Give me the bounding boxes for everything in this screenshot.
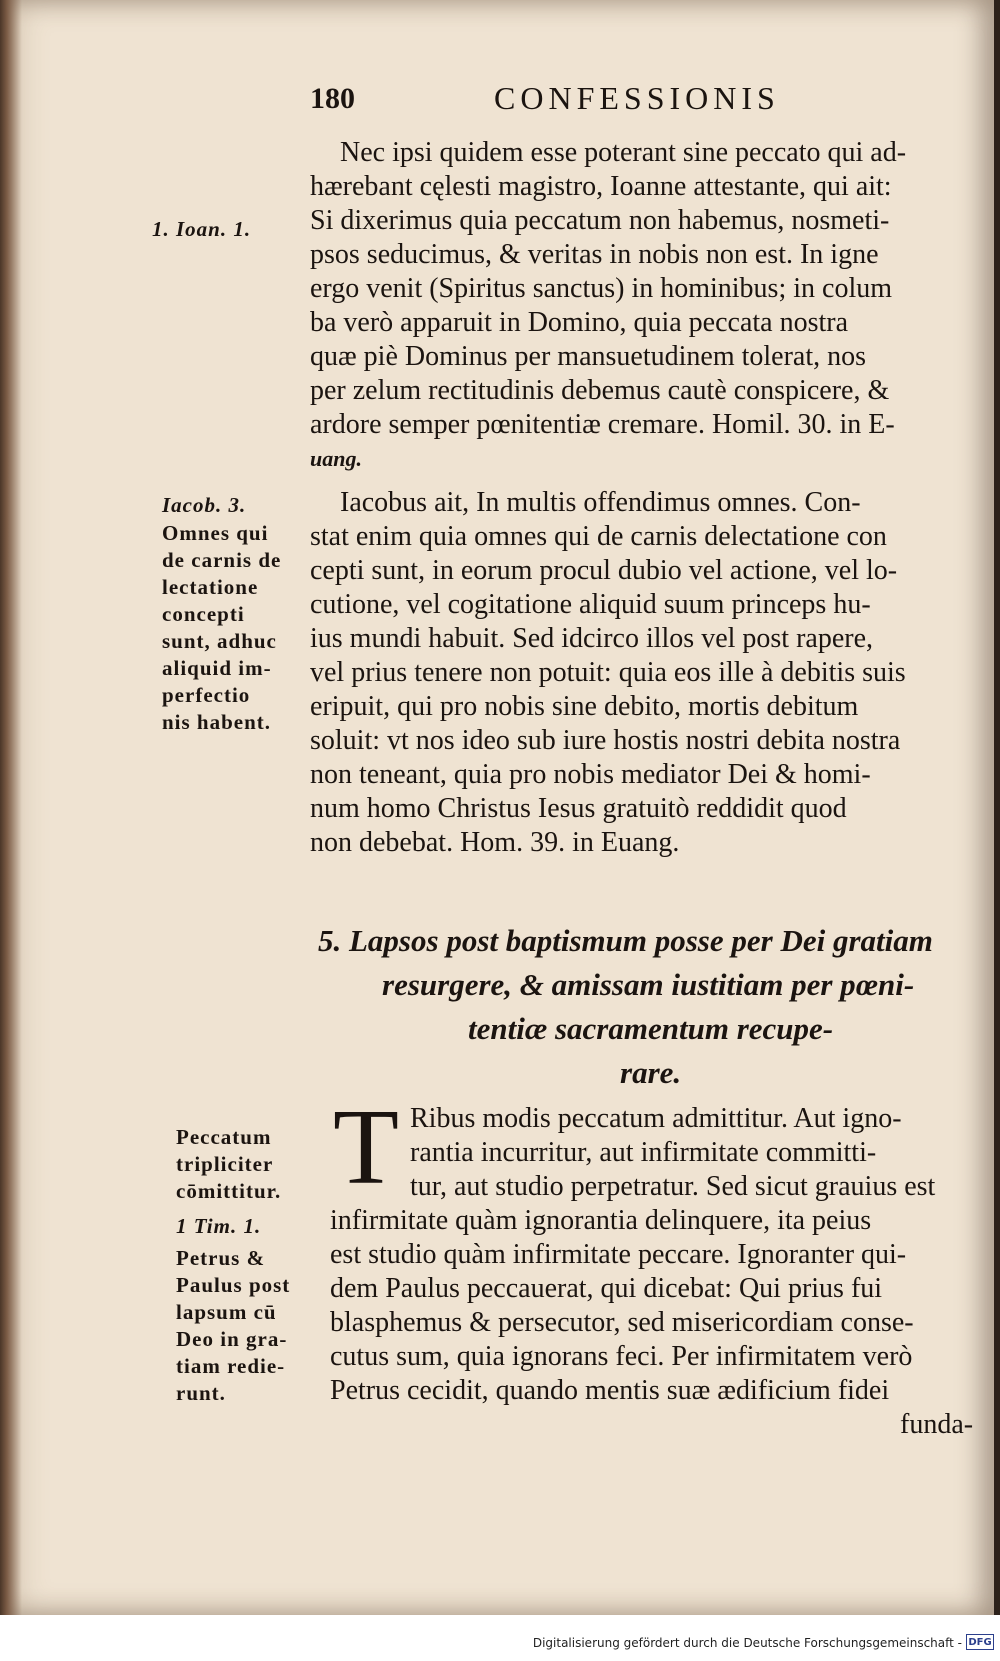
margin-note-line: Petrus & <box>176 1246 266 1270</box>
margin-note-line: tripliciter <box>176 1152 274 1176</box>
margin-note-line: Omnes qui <box>162 521 269 545</box>
text-line: ardore semper pœnitentiæ cremare. Homil. 30. in E- <box>310 409 895 440</box>
text-line: dem Paulus peccauerat, qui dicebat: Qui prius fui <box>330 1273 883 1304</box>
text-line: infirmitate quàm ignorantia delinquere, ita peius <box>330 1205 872 1236</box>
margin-note-line: sunt, adhuc <box>162 629 277 653</box>
text-line: Si dixerimus quia peccatum non habemus, nosmeti- <box>310 205 890 236</box>
margin-note-line: Paulus post <box>176 1273 291 1297</box>
text-line: funda- <box>900 1409 974 1440</box>
text-line: cutus sum, quia ignorans feci. Per infirmitatem verò <box>330 1341 913 1372</box>
running-title: CONFESSIONIS <box>494 80 780 116</box>
margin-note-line: concepti <box>162 602 245 626</box>
margin-note-line: lapsum cū <box>176 1300 277 1324</box>
running-head <box>310 80 810 120</box>
margin-note-line: nis habent. <box>162 710 272 734</box>
funding-notice: Digitalisierung gefördert durch die Deutsche Forschungsgemeinschaft - <box>532 1636 962 1650</box>
text-line: est studio quàm infirmitate peccare. Ignoranter qui- <box>330 1239 907 1270</box>
text-line: rantia incurritur, aut infirmitate committi- <box>410 1137 877 1168</box>
text-line: quæ piè Dominus per mansuetudinem tolerat, nos <box>310 341 867 372</box>
text-line: vel prius tenere non potuit: quia eos ille à debitis suis <box>310 657 906 688</box>
text-line: psos seducimus, & veritas in nobis non est. In igne <box>310 239 879 270</box>
section-heading-line: tentiæ sacramentum recupe- <box>468 1011 834 1046</box>
text-line: ergo venit (Spiritus sanctus) in hominibus; in colum <box>310 273 892 304</box>
page-gutter-shadow <box>0 0 22 1615</box>
margin-note-line: aliquid im- <box>162 656 272 680</box>
text-line: soluit: vt nos ideo sub iure hostis nostri debita nostra <box>310 725 901 756</box>
text-line: cepti sunt, in eorum procul dubio vel actione, vel lo- <box>310 555 898 586</box>
text-line: non teneant, quia pro nobis mediator Dei & homi- <box>310 759 871 790</box>
text-line: hærebant cęlesti magistro, Ioanne attestante, qui ait: <box>310 171 892 202</box>
margin-note-reference: Iacob. 3. <box>162 493 247 517</box>
text-line: Ribus modis peccatum admittitur. Aut igno- <box>410 1103 902 1134</box>
text-line: stat enim quia omnes qui de carnis delectatione con <box>310 521 887 552</box>
section-heading-line: resurgere, & amissam iustitiam per pœni- <box>382 967 915 1002</box>
text-line: ius mundi habuit. Sed idcirco illos vel post rapere, <box>310 623 874 654</box>
margin-note-line: Deo in gra- <box>176 1327 288 1351</box>
margin-note-line: de carnis de <box>162 548 282 572</box>
text-line: non debebat. Hom. 39. in Euang. <box>310 827 680 858</box>
margin-note-reference: 1 Tim. 1. <box>176 1214 262 1238</box>
section-heading-line: 5. Lapsos post baptismum posse per Dei gratiam <box>318 923 933 958</box>
margin-note-line: tiam redie- <box>176 1354 286 1378</box>
text-line: Nec ipsi quidem esse poterant sine peccato qui ad- <box>340 137 907 168</box>
text-line: num homo Christus Iesus gratuitò reddidit quod <box>310 793 847 824</box>
margin-note-line: perfectio <box>162 683 251 707</box>
margin-note-line: runt. <box>176 1381 226 1405</box>
margin-note-line: lectatione <box>162 575 259 599</box>
page-number: 180 <box>310 82 355 115</box>
footer-bar <box>0 1628 1000 1661</box>
text-line: eripuit, qui pro nobis sine debito, mortis debitum <box>310 691 859 722</box>
drop-cap: T <box>333 1088 399 1207</box>
text-line: cutione, vel cogitatione aliquid suum princeps hu- <box>310 589 871 620</box>
text-line: blasphemus & persecutor, sed misericordiam conse- <box>330 1307 914 1338</box>
margin-note-line: Peccatum <box>176 1125 272 1149</box>
text-line: uang. <box>310 446 362 471</box>
margin-note-reference: 1. Ioan. 1. <box>152 217 252 241</box>
text-line: ba verò apparuit in Domino, quia peccata nostra <box>310 307 849 338</box>
text-line: Petrus cecidit, quando mentis suæ ædificium fidei <box>330 1375 890 1406</box>
dfg-logo: DFG <box>966 1634 994 1650</box>
text-line: tur, aut studio perpetratur. Sed sicut grauius est <box>410 1171 936 1202</box>
text-line: per zelum rectitudinis debemus cautè conspicere, & <box>310 375 890 406</box>
section-heading-line: rare. <box>620 1055 682 1090</box>
margin-note-line: cōmittitur. <box>176 1179 282 1203</box>
text-line: Iacobus ait, In multis offendimus omnes. Con- <box>340 487 861 518</box>
